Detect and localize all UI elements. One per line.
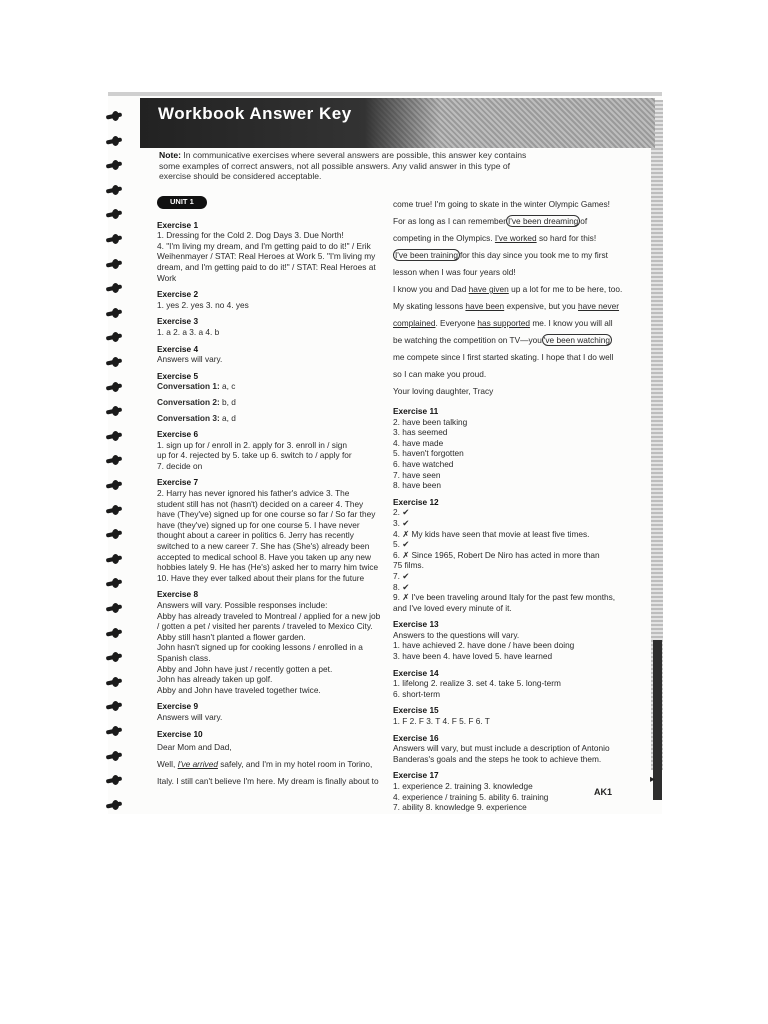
conversation-3	[157, 413, 387, 424]
answer-line: 7. have seen	[393, 469, 441, 480]
conversation-1	[157, 381, 387, 392]
answer-line: 6. ✗ Since 1965, Robert De Niro has acted in more than	[393, 549, 600, 560]
answer-line: 5. ✔	[393, 539, 410, 550]
answer-line: have (they've) signed up for one course 5. I have never	[157, 519, 360, 530]
page-top-edge	[108, 92, 662, 96]
answer-line: 4. "I'm living my dream, and I'm getting paid to do it!" / Erik	[157, 240, 371, 251]
spiral-coil	[104, 725, 124, 737]
answer-line: Answers will vary, but must include a description of Antonio	[393, 743, 610, 754]
spiral-coil	[104, 159, 124, 171]
page-edge-mark: ▸	[650, 774, 656, 785]
underlined-answer: have given	[468, 284, 509, 294]
circled-answer: 've been watching	[543, 335, 610, 345]
answer-line: 7. decide on	[157, 460, 203, 471]
answer-line: Abby still hasn't planted a flower garden.	[157, 631, 306, 642]
answer-line: 8. have been	[393, 480, 441, 491]
exercise-15-heading: Exercise 15	[393, 705, 439, 716]
answer-line: 9. ✗ I've been traveling around Italy for the past few months,	[393, 592, 616, 603]
right-column	[393, 196, 648, 813]
spiral-coil	[104, 405, 124, 417]
answer-line: Banderas's goals and the steps he took to achieve them.	[393, 753, 602, 764]
underlined-answer: have never	[577, 301, 620, 311]
spiral-coil	[104, 627, 124, 639]
letter-text: up a lot for me to be here, too.	[511, 284, 623, 294]
letter-text: Well,	[157, 759, 176, 770]
letter-line	[393, 213, 648, 230]
answer-line: accepted to medical school 8. Have you taken up any new	[157, 551, 372, 562]
letter-line	[393, 230, 648, 247]
exercise-8-heading: Exercise 8	[157, 589, 199, 600]
spiral-coil	[104, 774, 124, 786]
spiral-coil	[104, 430, 124, 442]
header-banner	[140, 98, 655, 148]
answer-key-note	[159, 150, 539, 182]
spiral-coil	[104, 676, 124, 688]
spiral-coil	[104, 331, 124, 343]
letter-text: I know you and Dad	[393, 284, 467, 294]
answer-line: 10. Have they ever talked about their plans for the future	[157, 572, 365, 583]
exercise-10-heading: Exercise 10	[157, 728, 203, 739]
answer-line: 8. ✔	[393, 581, 410, 592]
letter-text: me. I know you will all	[532, 318, 613, 328]
letter-line	[393, 247, 648, 264]
answer-line: / gotten a pet / visited her parents / traveled to Mexico City.	[157, 621, 373, 632]
exercise-6-heading: Exercise 6	[157, 429, 199, 440]
exercise-12-heading: Exercise 12	[393, 496, 439, 507]
letter-text: so hard for this!	[538, 233, 597, 243]
answer-line: 2. ✔	[393, 507, 410, 518]
answer-line: hobbies lately 9. He has (He's) asked her to marry him twice	[157, 562, 379, 573]
underlined-answer: complained	[393, 318, 436, 328]
answer-line: 1. sign up for / enroll in 2. apply for 3. enroll in / sign	[157, 439, 348, 450]
exercise-16-heading: Exercise 16	[393, 732, 439, 743]
answer-line: 2. have been talking	[393, 416, 468, 427]
spiral-coil	[104, 282, 124, 294]
exercise-11-heading: Exercise 11	[393, 406, 439, 416]
letter-text: My skating lessons	[393, 301, 464, 311]
answer-line: 1. yes 2. yes 3. no 4. yes	[157, 299, 249, 310]
conversation-3-answer: a, d	[222, 412, 236, 423]
answer-line: Answers to the questions will vary.	[393, 629, 520, 640]
letter-line: come true! I'm going to skate in the winter Olympic Games!	[393, 199, 610, 209]
spiral-coil	[104, 454, 124, 466]
answer-line: 4. ✗ My kids have seen that movie at least five times.	[393, 528, 590, 539]
circled-answer: I've been training	[395, 250, 458, 260]
answer-line: student still has not (hasn't) decided on a career 4. They	[157, 498, 364, 509]
note-label: Note:	[159, 150, 181, 160]
exercise-14-heading: Exercise 14	[393, 667, 439, 678]
page-title: Workbook Answer Key	[158, 104, 352, 123]
answer-line: 4. have made	[393, 437, 444, 448]
letter-text: safely, and I'm in my hotel room in Torino,	[220, 759, 373, 770]
letter-line: Italy. I still can't believe I'm here. My dream is finally about to	[157, 776, 379, 787]
letter-line: so I can make you proud.	[393, 369, 487, 379]
letter-line: lesson when I was four years old!	[393, 267, 516, 277]
answer-line: 2. Harry has never ignored his father's advice 3. The	[157, 488, 350, 499]
letter-text: For as long as I can remember	[393, 216, 506, 226]
conversation-2	[157, 397, 387, 408]
spiral-coil	[104, 233, 124, 245]
letter-line	[393, 298, 648, 315]
answer-line: 75 films.	[393, 560, 424, 571]
exercise-9-heading: Exercise 9	[157, 701, 199, 712]
letter-line: me compete since I first started skating. I hope that I do well	[393, 352, 614, 362]
answer-line: 1. experience 2. training 3. knowledge	[393, 781, 533, 791]
underlined-answer: have been	[465, 301, 505, 311]
letter-text: of	[580, 216, 588, 226]
answer-line: 1. a 2. a 3. a 4. b	[157, 326, 220, 337]
spiral-coil	[104, 528, 124, 540]
answer-line: up for 4. rejected by 5. take up 6. switch to / apply for	[157, 450, 352, 461]
unit-badge: UNIT 1	[157, 196, 207, 209]
spiral-coil	[104, 479, 124, 491]
left-column	[157, 196, 387, 790]
answer-line: 6. short-term	[393, 688, 441, 699]
spiral-coil	[104, 700, 124, 712]
spiral-coil	[104, 504, 124, 516]
header-banner-dark	[140, 98, 440, 148]
exercise-1-answers	[157, 230, 387, 283]
letter-text: for this day since you took me to my first	[459, 250, 608, 260]
answer-line: John has already taken up golf.	[157, 674, 273, 685]
note-text: In communicative exercises where several answers are possible, this answer key contains some examples of correct answers, not all possible answers. Any valid answer in this type of exercise should be considered acceptable.	[159, 150, 527, 181]
underlined-answer: I've worked	[494, 233, 537, 243]
answer-line: 1. have achieved 2. have done / have been doing	[393, 640, 575, 651]
spiral-coil	[104, 110, 124, 122]
conversation-2-answer: b, d	[222, 396, 236, 407]
spiral-coil	[104, 651, 124, 663]
answer-line: Abby and John have traveled together twice.	[157, 684, 321, 695]
letter-line	[393, 332, 648, 349]
answer-line: John hasn't signed up for cooking lessons / enrolled in a	[157, 642, 363, 653]
letter-text: expensive, but you	[506, 301, 576, 311]
letter-line: Dear Mom and Dad,	[157, 742, 232, 753]
exercise-13-heading: Exercise 13	[393, 619, 439, 630]
answer-line: Abby and John have just / recently gotten a pet.	[157, 663, 333, 674]
answer-line: Weihenmayer / STAT: Real Heroes at Work 5. "I'm living my	[157, 251, 376, 262]
letter-line	[393, 281, 648, 298]
answer-line: switched to a new career 7. She has (She's) already been	[157, 541, 370, 552]
circled-answer: I've been dreaming	[507, 216, 579, 226]
answer-line: 7. ability 8. knowledge 9. experience	[393, 802, 527, 813]
answer-line: Spanish class.	[157, 652, 211, 663]
answer-line: Answers will vary.	[157, 354, 223, 365]
conversation-3-label: Conversation 3:	[157, 412, 220, 423]
underlined-answer: has supported	[477, 318, 531, 328]
spiral-coil	[104, 307, 124, 319]
page-number: AK1	[594, 787, 613, 797]
answer-line: 6. have watched	[393, 458, 454, 469]
answer-line: 4. experience / training 5. ability 6. training	[393, 791, 549, 802]
exercise-3-heading: Exercise 3	[157, 316, 199, 327]
answer-line: and I've loved every minute of it.	[393, 602, 512, 613]
spiral-coil	[104, 553, 124, 565]
spiral-coil	[104, 356, 124, 368]
letter-text: be watching the competition on TV—you	[393, 335, 542, 345]
page-edge-stack	[651, 100, 663, 770]
letter-signature: Your loving daughter, Tracy	[393, 386, 494, 396]
answer-line: 1. Dressing for the Cold 2. Dog Days 3. Due North!	[157, 230, 344, 241]
answer-line: thought about a career in politics 6. Jerry has recently	[157, 530, 354, 541]
spiral-coil	[104, 602, 124, 614]
exercise-2-heading: Exercise 2	[157, 289, 199, 300]
letter-text: competing in the Olympics.	[393, 233, 493, 243]
answer-line: 1. F 2. F 3. T 4. F 5. F 6. T	[393, 716, 490, 727]
letter-line	[157, 756, 387, 773]
answer-line: 1. lifelong 2. realize 3. set 4. take 5. long-term	[393, 678, 561, 689]
spiral-coil	[104, 799, 124, 811]
answer-line: dream, and I'm getting paid to do it!" / STAT: Real Heroes at	[157, 261, 376, 272]
answer-line: 3. ✔	[393, 517, 410, 528]
spiral-coil	[104, 184, 124, 196]
answer-line: Work	[157, 272, 177, 283]
spiral-coil	[104, 258, 124, 270]
spiral-coil	[104, 750, 124, 762]
answer-line: Answers will vary. Possible responses include:	[157, 600, 328, 610]
answer-line: have (They've) signed up for one course so far / So far they	[157, 509, 376, 520]
spiral-coil	[104, 135, 124, 147]
answer-line: 3. has seemed	[393, 427, 448, 438]
spiral-coil	[104, 577, 124, 589]
exercise-4-heading: Exercise 4	[157, 343, 199, 354]
exercise-1-heading: Exercise 1	[157, 219, 199, 230]
conversation-1-answer: a, c	[222, 381, 236, 392]
spiral-coil	[104, 208, 124, 220]
answer-line: Abby has already traveled to Montreal / applied for a new job	[157, 610, 381, 621]
exercise-17-heading: Exercise 17	[393, 770, 439, 781]
answer-line: 5. haven't forgotten	[393, 448, 464, 459]
spiral-coil	[104, 381, 124, 393]
answer-line: 7. ✔	[393, 570, 410, 581]
underlined-answer: I've arrived	[177, 759, 218, 770]
exercise-7-heading: Exercise 7	[157, 477, 199, 488]
spiral-binding	[104, 110, 126, 830]
answer-line: 3. have been 4. have loved 5. have learned	[393, 651, 553, 662]
exercise-5-heading: Exercise 5	[157, 370, 199, 381]
letter-text: . Everyone	[435, 318, 476, 328]
letter-line	[393, 315, 648, 332]
answer-line: Answers will vary.	[157, 711, 223, 722]
conversation-2-label: Conversation 2:	[157, 396, 220, 407]
conversation-1-label: Conversation 1:	[157, 381, 220, 392]
